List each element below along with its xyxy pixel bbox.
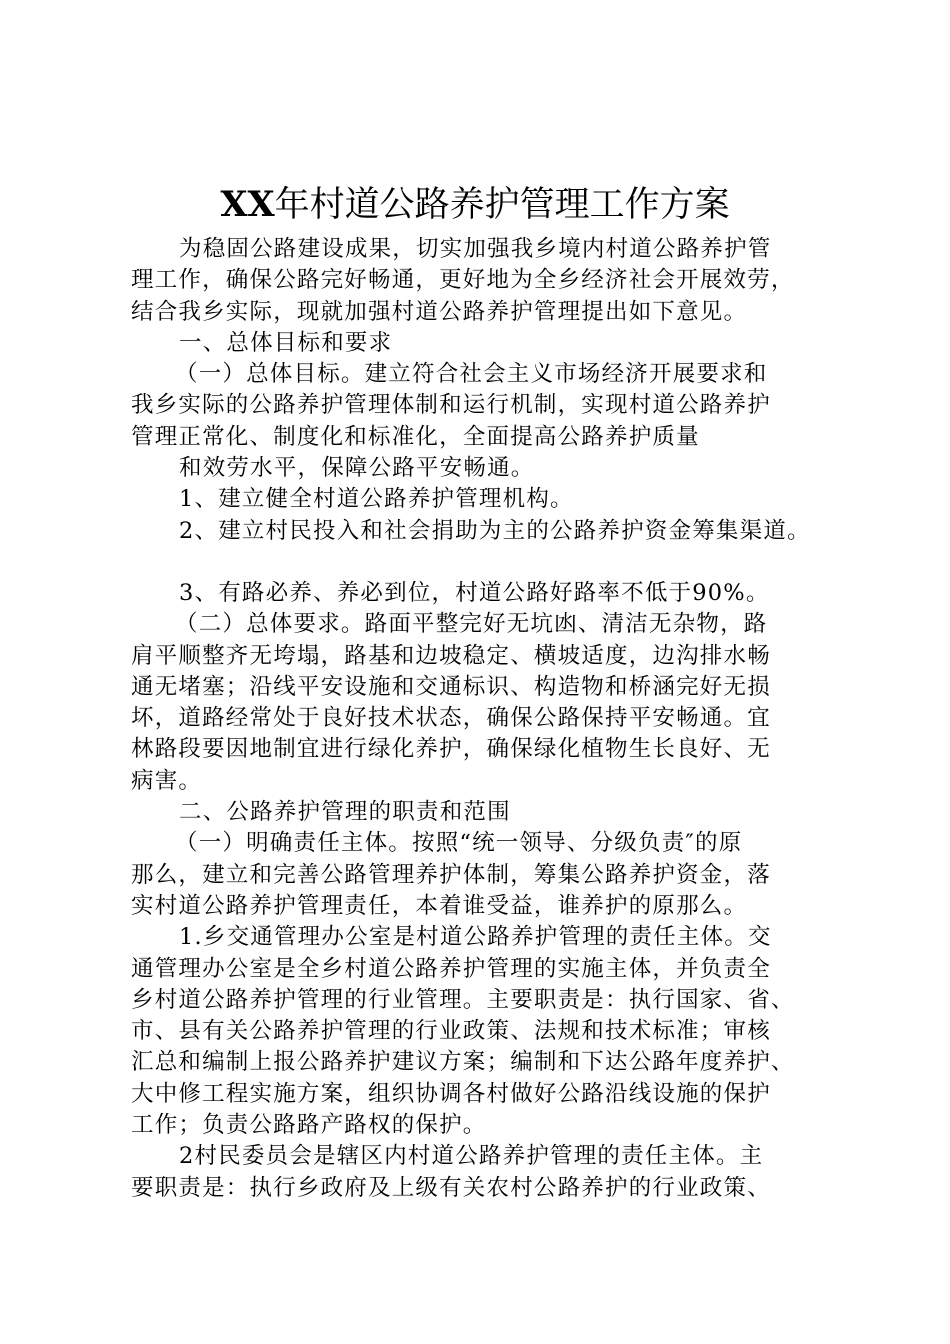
- list-item: 1、建立健全村道公路养护管理机构。: [179, 486, 574, 513]
- paragraph-line: （二）总体要求。路面平整完好无坑凼、清洁无杂物，路: [175, 611, 768, 638]
- paragraph-line: 实村道公路养护管理责任，本着谁受益，谁养护的原那么。: [131, 892, 748, 919]
- paragraph-line: 1.乡交通管理办公室是村道公路养护管理的责任主体。交: [179, 924, 772, 951]
- paragraph-line: （一）明确责任主体。按照“统一领导、分级负责″的原: [175, 830, 743, 857]
- paragraph-line: 市、县有关公路养护管理的行业政策、法规和技术标准；审核: [131, 1018, 771, 1045]
- paragraph-line: 要职责是：执行乡政府及上级有关农村公路养护的行业政策、: [131, 1174, 771, 1201]
- title-text: 年村道公路养护管理工作方案: [274, 185, 730, 225]
- paragraph-line: 工作；负责公路路产路权的保护。: [131, 1112, 487, 1139]
- paragraph-line: 肩平顺整齐无垮塌，路基和边坡稳定、横坡适度，边沟排水畅: [131, 642, 771, 669]
- paragraph-line: 通无堵塞；沿线平安设施和交通标识、构造物和桥涵完好无损: [131, 673, 771, 700]
- section-heading: 一、总体目标和要求: [179, 329, 393, 356]
- section-heading: 二、公路养护管理的职责和范围: [179, 799, 511, 826]
- paragraph-line: 病害。: [131, 767, 203, 794]
- paragraph-line: 和效劳水平，保障公路平安畅通。: [179, 455, 535, 482]
- paragraph-line: 大中修工程实施方案，组织协调各村做好公路沿线设施的保护: [131, 1080, 771, 1107]
- paragraph-line: 理工作，确保公路完好畅通，更好地为全乡经济社会开展效劳，: [131, 267, 795, 294]
- paragraph-line: 结合我乡实际，现就加强村道公路养护管理提出如下意见。: [131, 298, 748, 325]
- paragraph-line: 乡村道公路养护管理的行业管理。主要职责是：执行国家、省、: [131, 986, 795, 1013]
- list-item: 3、有路必养、养必到位，村道公路好路率不低于90%。: [179, 579, 770, 606]
- paragraph-line: 坏，道路经常处于良好技术状态，确保公路保持平安畅通。宜: [131, 705, 771, 732]
- document-body: [131, 234, 831, 1204]
- paragraph-line: 2村民委员会是辖区内村道公路养护管理的责任主体。主: [179, 1143, 764, 1170]
- list-item: 2、建立村民投入和社会捐助为主的公路养护资金筹集渠道。: [179, 517, 811, 544]
- paragraph-line: 我乡实际的公路养护管理体制和运行机制，实现村道公路养护: [131, 392, 771, 419]
- blank-line: [131, 547, 831, 578]
- document-title: [0, 180, 950, 230]
- paragraph-line: 为稳固公路建设成果，切实加强我乡境内村道公路养护管: [179, 236, 772, 262]
- paragraph-line: 林路段要因地制宜进行绿化养护，确保绿化植物生长良好、无: [131, 736, 771, 763]
- paragraph-line: （一）总体目标。建立符合社会主义市场经济开展要求和: [175, 361, 768, 388]
- paragraph-line: 通管理办公室是全乡村道公路养护管理的实施主体，并负责全: [131, 955, 771, 982]
- paragraph-line: 管理正常化、制度化和标准化，全面提高公路养护质量: [131, 423, 700, 450]
- paragraph-line: 那么，建立和完善公路管理养护体制，筹集公路养护资金，落: [131, 861, 771, 888]
- title-prefix: XX: [220, 184, 275, 225]
- paragraph-line: 汇总和编制上报公路养护建议方案；编制和下达公路年度养护、: [131, 1049, 795, 1076]
